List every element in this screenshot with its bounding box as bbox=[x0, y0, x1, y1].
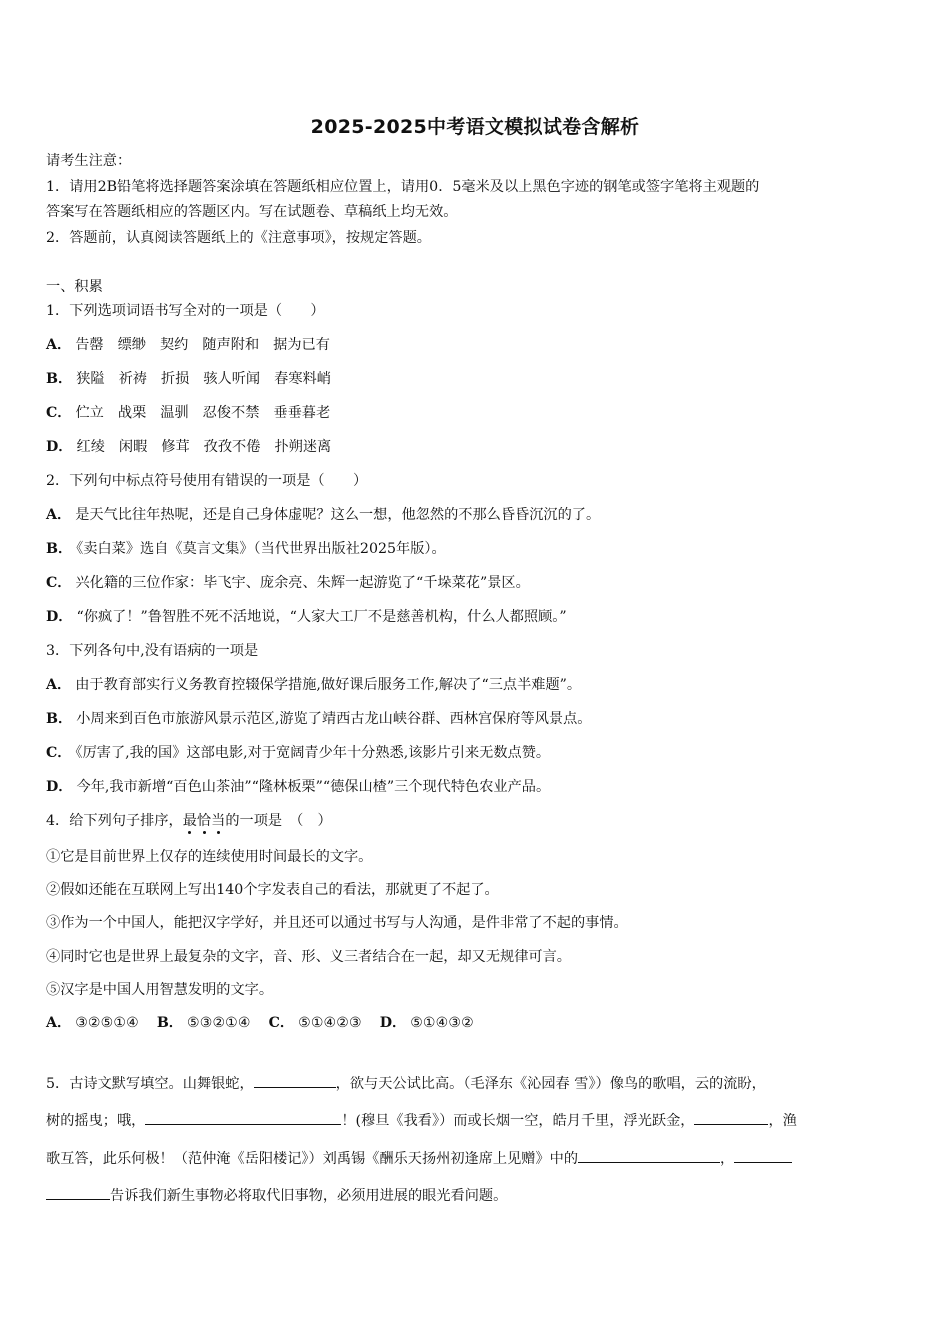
question-2-option-a bbox=[46, 505, 600, 525]
emphasis-chars bbox=[183, 813, 226, 829]
q5-text: ，欲与天公试比高。（毛泽东《沁园春 雪》）像鸟的歌唱，云的流盼， bbox=[335, 1076, 766, 1092]
question-3-stem: 3．下列各句中,没有语病的一项是 bbox=[46, 643, 259, 659]
question-5-line-3 bbox=[46, 1147, 792, 1169]
choice-text: ⑤①④②③ bbox=[298, 1015, 362, 1031]
fill-blank[interactable] bbox=[578, 1147, 720, 1163]
fill-blank[interactable] bbox=[694, 1109, 768, 1125]
word: 契约 bbox=[159, 337, 189, 353]
option-label: C． bbox=[46, 575, 72, 591]
question-3-option-a bbox=[46, 675, 581, 695]
option-label: B． bbox=[46, 371, 73, 387]
question-2-option-d bbox=[46, 607, 567, 627]
stem-text: 4．给下列句子排序， bbox=[46, 813, 183, 829]
word: 闲暇 bbox=[118, 439, 148, 455]
question-4-sentence-5: ⑤汉字是中国人用智慧发明的文字。 bbox=[46, 982, 274, 998]
question-2-option-c bbox=[46, 573, 530, 593]
choice-text: ⑤①④③② bbox=[410, 1015, 474, 1031]
q5-text: 告诉我们新生事物必将取代旧事物，必须用进展的眼光看问题。 bbox=[110, 1188, 508, 1204]
q5-text: ， bbox=[720, 1151, 735, 1167]
option-label: B． bbox=[46, 541, 73, 557]
notice-heading: 请考生注意： bbox=[46, 153, 132, 169]
word: 忍俊不禁 bbox=[202, 405, 260, 421]
question-4-sentence-1: ①它是目前世界上仅存的连续使用时间最长的文字。 bbox=[46, 849, 373, 865]
choice-label: B． bbox=[156, 1015, 183, 1031]
option-text: “你疯了！”鲁智胜不死不活地说，“人家大工厂不是慈善机构，什么人都照顾。” bbox=[76, 609, 567, 625]
q5-text: 5．古诗文默写填空。山舞银蛇， bbox=[46, 1076, 254, 1092]
option-label: A． bbox=[46, 507, 72, 523]
option-text: 小周来到百色市旅游风景示范区,游览了靖西古龙山峡谷群、西林宫保府等风景点。 bbox=[76, 711, 592, 727]
word: 垂垂暮老 bbox=[273, 405, 331, 421]
option-label: D． bbox=[46, 609, 73, 625]
question-3-option-d bbox=[46, 777, 550, 797]
option-label: D． bbox=[46, 779, 73, 795]
word: 告罄 bbox=[75, 337, 104, 353]
question-5-line-1 bbox=[46, 1072, 766, 1094]
question-3-option-c bbox=[46, 743, 550, 763]
question-4-sentence-4: ④同时它也是世界上最复杂的文字，音、形、义三者结合在一起，却又无规律可言。 bbox=[46, 949, 571, 965]
question-1-option-b bbox=[46, 369, 345, 389]
option-label: A． bbox=[46, 677, 72, 693]
word: 伫立 bbox=[75, 405, 104, 421]
question-3-option-b bbox=[46, 709, 591, 729]
option-text: 兴化籍的三位作家：毕飞宇、庞余亮、朱辉一起游览了“千垛菜花”景区。 bbox=[75, 575, 530, 591]
notice-item-1: 1．请用2B铅笔将选择题答案涂填在答题纸相应位置上，请用0．5毫米及以上黑色字迹的钢笔或签字笔将主观题的 bbox=[46, 179, 760, 195]
question-1-option-c bbox=[46, 403, 344, 423]
option-label: A． bbox=[46, 337, 72, 353]
word: 随声附和 bbox=[202, 337, 260, 353]
choice-label: D． bbox=[379, 1015, 407, 1031]
word: 修茸 bbox=[161, 439, 190, 455]
choice-text: ③②⑤①④ bbox=[75, 1015, 139, 1031]
stem-text: 的一项是 （ ） bbox=[225, 813, 332, 829]
emphasized-text bbox=[183, 813, 226, 829]
q5-text: ，渔 bbox=[768, 1113, 797, 1129]
notice-item-2: 2．答题前，认真阅读答题纸上的《注意事项》，按规定答题。 bbox=[46, 230, 431, 246]
word: 红绫 bbox=[76, 439, 105, 455]
word: 扑朔迷离 bbox=[274, 439, 332, 455]
option-text: 《卖白菜》选自《莫言文集》（当代世界出版社2025年版）。 bbox=[76, 541, 446, 557]
option-label: C． bbox=[46, 405, 72, 421]
question-4-stem bbox=[46, 811, 332, 831]
word: 狭隘 bbox=[76, 371, 105, 387]
word: 折损 bbox=[160, 371, 190, 387]
word: 据为已有 bbox=[273, 337, 330, 353]
word: 温驯 bbox=[160, 405, 189, 421]
fill-blank[interactable] bbox=[145, 1109, 341, 1125]
question-2-stem: 2．下列句中标点符号使用有错误的一项是（ ） bbox=[46, 473, 368, 489]
question-4-sentence-2: ②假如还能在互联网上写出140个字发表自己的看法，那就更了不起了。 bbox=[46, 882, 499, 898]
q5-text: ！(穆旦《我看》）而或长烟一空，皓月千里，浮光跃金， bbox=[341, 1113, 695, 1129]
choice-label: C． bbox=[268, 1015, 295, 1031]
word: 战栗 bbox=[117, 405, 147, 421]
emphasis-char: 恰 bbox=[196, 813, 212, 829]
question-5-line-2 bbox=[46, 1109, 797, 1131]
q5-text: 歌互答，此乐何极！（范仲淹《岳阳楼记》）刘禹锡《酬乐天扬州初逢席上见赠》中的 bbox=[46, 1151, 579, 1167]
option-label: B． bbox=[46, 711, 73, 727]
question-1-stem: 1．下列选项词语书写全对的一项是（ ） bbox=[46, 303, 325, 319]
fill-blank[interactable] bbox=[734, 1147, 792, 1163]
section-heading: 一、积累 bbox=[46, 279, 103, 295]
question-4-choices bbox=[46, 1013, 474, 1033]
fill-blank[interactable] bbox=[254, 1072, 336, 1088]
option-text: 是天气比往年热呢，还是自己身体虚呢？这么一想，他忽然的不那么昏昏沉沉的了。 bbox=[75, 507, 601, 523]
word: 骇人听闻 bbox=[203, 371, 261, 387]
emphasis-char: 最 bbox=[182, 813, 197, 829]
notice-item-1-cont: 答案写在答题纸相应的答题区内。写在试题卷、草稿纸上均无效。 bbox=[46, 204, 458, 220]
word: 春寒料峭 bbox=[274, 371, 331, 387]
option-label: C． bbox=[46, 745, 72, 761]
question-1-option-d bbox=[46, 437, 345, 457]
word: 缥缈 bbox=[117, 337, 146, 353]
fill-blank[interactable] bbox=[46, 1184, 110, 1200]
word: 孜孜不倦 bbox=[203, 439, 261, 455]
option-text: 由于教育部实行义务教育控辍保学措施,做好课后服务工作,解决了“三点半难题”。 bbox=[75, 677, 582, 693]
question-2-option-b bbox=[46, 539, 446, 559]
option-text: 今年,我市新增“百色山茶油”“隆林板栗”“德保山楂”三个现代特色农业产品。 bbox=[76, 779, 551, 795]
emphasis-char: 当 bbox=[211, 813, 226, 829]
question-5-line-4 bbox=[46, 1184, 507, 1206]
question-1-option-a bbox=[46, 335, 344, 355]
page-title: 2025-2025中考语文模拟试卷含解析 bbox=[310, 116, 640, 138]
question-4-sentence-3: ③作为一个中国人，能把汉字学好，并且还可以通过书写与人沟通，是件非常了不起的事情。 bbox=[46, 915, 628, 931]
choice-label: A． bbox=[46, 1015, 72, 1031]
option-text: 《厉害了,我的国》这部电影,对于宽阔青少年十分熟悉,该影片引来无数点赞。 bbox=[75, 745, 551, 761]
word: 祈祷 bbox=[118, 371, 147, 387]
q5-text: 树的摇曳；哦， bbox=[46, 1113, 146, 1129]
choice-text: ⑤③②①④ bbox=[187, 1015, 251, 1031]
option-label: D． bbox=[46, 439, 73, 455]
